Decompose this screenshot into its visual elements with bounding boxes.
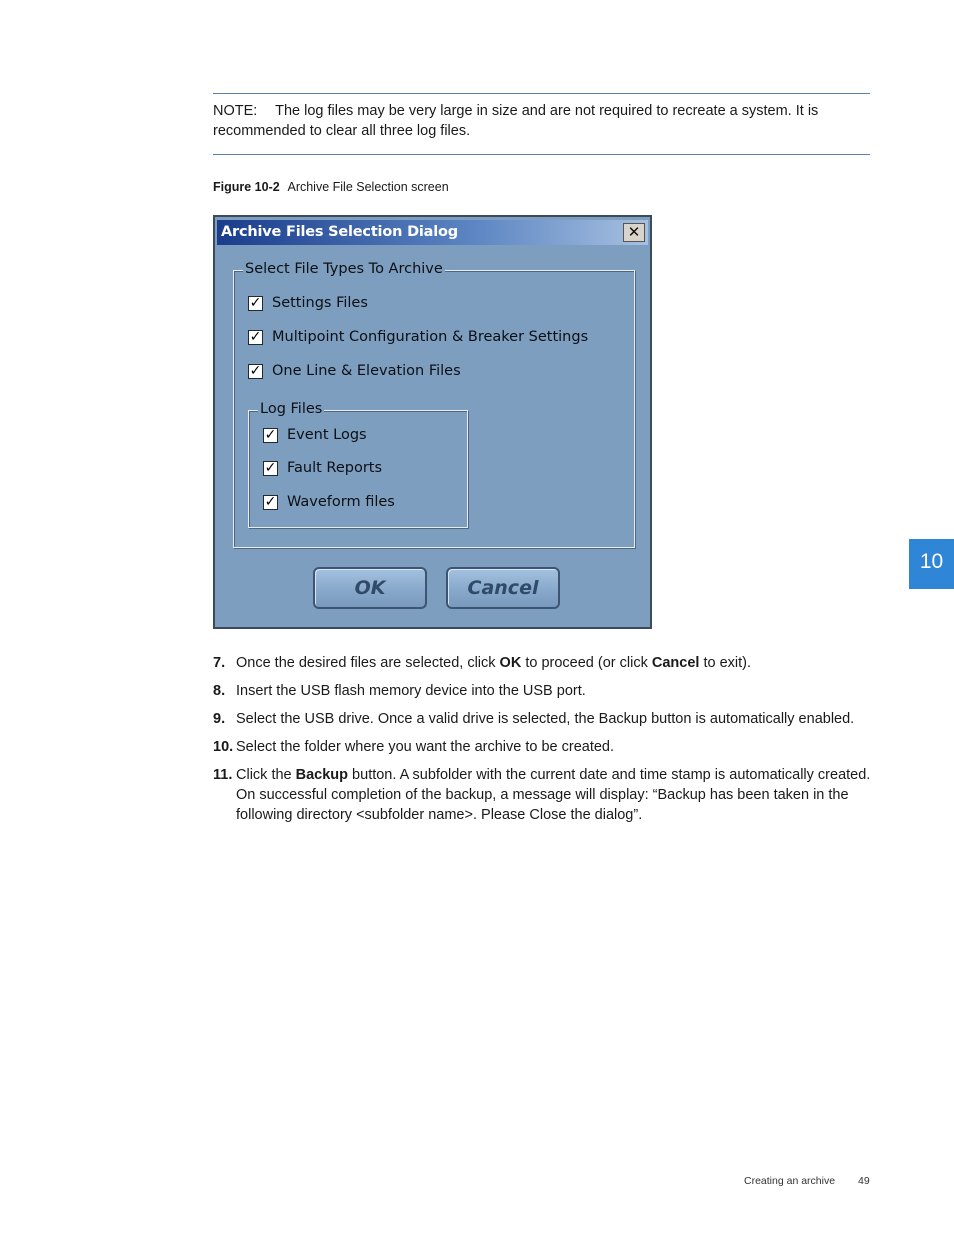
note-text: The log files may be very large in size and are not required to recreate a system. It is recommended to clear all three log files. [213,103,819,139]
step-text: Insert the USB flash memory device into the USB port. [236,683,586,699]
figure-caption [213,180,449,194]
list-item [213,681,873,701]
file-types-group-title: Select File Types To Archive [245,261,443,277]
checkbox-label: Waveform files [287,494,395,510]
step-text: Select the USB drive. Once a valid drive is selected, the Backup button is automatically enabled. [236,711,855,727]
note-block [213,102,863,141]
note-label: NOTE: [213,103,258,119]
list-item [213,765,873,825]
step-text: button. A subfolder with the current date and time stamp is automatically created. On successful completion of the backup, a message will display: “Backup has been taken in the following directory <subfolder name>. Please Close the dialog”. [236,767,871,823]
check-icon[interactable]: ✓ [249,328,262,345]
checkbox-fault-reports[interactable] [263,460,382,476]
check-icon[interactable]: ✓ [249,294,262,311]
step-text: Select the folder where you want the archive to be created. [236,739,615,755]
list-item [213,709,873,729]
checkbox-waveform-files[interactable] [263,494,395,510]
close-button[interactable]: ✕ [623,223,645,242]
chapter-tab: 10 [909,539,954,589]
note-top-rule [213,93,870,94]
list-item [213,737,873,757]
figure-number: Figure 10-2 [213,180,280,194]
step-text: Once the desired files are selected, click [236,655,500,671]
step-number: 9. [213,711,226,727]
check-icon[interactable]: ✓ [264,426,277,443]
step-number: 8. [213,683,226,699]
check-icon[interactable]: ✓ [264,493,277,510]
note-bottom-rule [213,154,870,155]
step-text: to proceed (or click [521,655,652,671]
dialog-title: Archive Files Selection Dialog [221,224,458,240]
footer-section: Creating an archive [744,1175,836,1187]
checkbox-settings-files[interactable] [248,295,368,311]
step-bold-cancel: Cancel [651,655,700,671]
checkbox-label: Event Logs [287,427,367,443]
step-number: 11. [213,767,233,783]
step-text: Click the [236,767,296,783]
figure-caption-text: Archive File Selection screen [287,180,449,194]
cancel-button[interactable]: Cancel [446,567,560,609]
step-text: to exit). [699,655,751,671]
checkbox-label: One Line & Elevation Files [272,363,461,379]
procedure-steps [213,653,873,833]
check-icon[interactable]: ✓ [264,459,277,476]
checkbox-label: Fault Reports [287,460,383,476]
step-number: 7. [213,655,226,671]
archive-files-dialog [213,215,652,629]
footer-page-number: 49 [858,1175,870,1187]
ok-button[interactable]: OK [313,567,427,609]
checkbox-label: Settings Files [272,295,368,311]
step-bold-ok: OK [499,655,522,671]
check-icon[interactable]: ✓ [249,362,262,379]
checkbox-one-line-elevation[interactable] [248,363,461,379]
checkbox-multipoint-configuration[interactable] [248,329,588,345]
step-bold-backup: Backup [295,767,349,783]
list-item [213,653,873,673]
log-files-group-title: Log Files [260,401,323,417]
step-number: 10. [213,739,234,755]
checkbox-label: Multipoint Configuration & Breaker Settings [272,329,589,345]
checkbox-event-logs[interactable] [263,427,367,443]
dialog-titlebar[interactable] [217,220,648,245]
